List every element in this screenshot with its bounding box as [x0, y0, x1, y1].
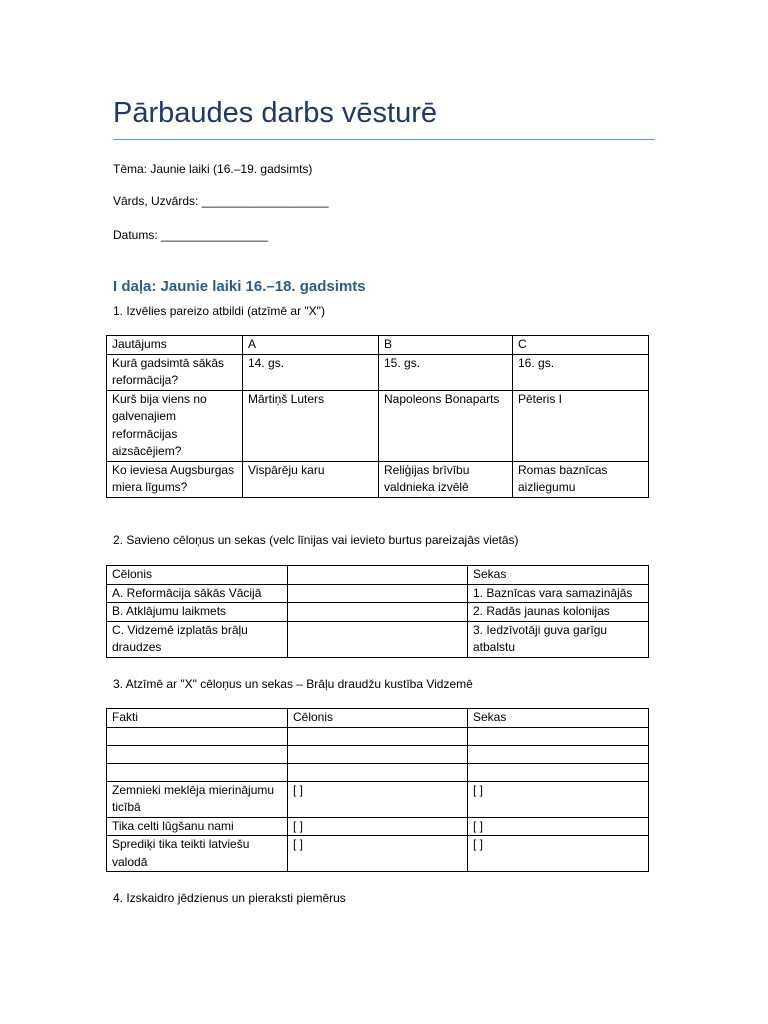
question-1-prompt: 1. Izvēlies pareizo atbildi (atzīmē ar "X"): [113, 304, 325, 318]
effect-cell: 1. Baznīcas vara samazinājās: [468, 584, 649, 603]
cause-checkbox-cell[interactable]: [ ]: [288, 781, 468, 817]
effect-cell: 3. Iedzīvotāji guva garīgu atbalstu: [468, 621, 649, 657]
match-cell[interactable]: [288, 584, 468, 603]
question-cell: Kurš bija viens no galvenajiem reformācijas aizsācējiem?: [107, 390, 243, 461]
effect-checkbox-cell[interactable]: [ ]: [468, 781, 649, 817]
match-cell[interactable]: [288, 603, 468, 622]
table-row: [107, 836, 649, 872]
answer-cell[interactable]: Romas baznīcas aizliegumu: [513, 461, 649, 497]
effect-checkbox-cell[interactable]: [468, 727, 649, 745]
fact-cell[interactable]: [107, 727, 288, 745]
question-cell: Kurā gadsimtā sākās reformācija?: [107, 354, 243, 390]
question-3-prompt: 3. Atzīmē ar "X" cēloņus un sekas – Brāļu draudžu kustība Vidzemē: [113, 677, 473, 691]
cause-cell: A. Reformācija sākās Vācijā: [107, 584, 288, 603]
header-cell: C: [513, 336, 649, 355]
answer-cell[interactable]: Napoleons Bonaparts: [379, 390, 513, 461]
header-cell: Fakti: [107, 709, 288, 728]
cause-cell: B. Atklājumu laikmets: [107, 603, 288, 622]
answer-cell[interactable]: Pēteris I: [513, 390, 649, 461]
table-row: [107, 763, 649, 781]
answer-cell[interactable]: Vispārēju karu: [243, 461, 379, 497]
cause-checkbox-cell[interactable]: [288, 727, 468, 745]
question-4-prompt: 4. Izskaidro jēdzienus un pieraksti piemērus: [113, 891, 346, 905]
title-underline: [113, 139, 655, 140]
cause-checkbox-cell[interactable]: [ ]: [288, 817, 468, 836]
table-header-row: [107, 709, 649, 728]
question-2-prompt: 2. Savieno cēloņus un sekas (velc līnijas vai ievieto burtus pareizajās vietās): [113, 533, 519, 547]
header-cell: [288, 566, 468, 585]
table-header-row: [107, 566, 649, 585]
effect-checkbox-cell[interactable]: [ ]: [468, 836, 649, 872]
header-cell: Cēlonis: [288, 709, 468, 728]
header-cell: A: [243, 336, 379, 355]
effect-checkbox-cell[interactable]: [ ]: [468, 817, 649, 836]
header-cell: Sekas: [468, 709, 649, 728]
table-row: [107, 390, 649, 461]
table-row: [107, 603, 649, 622]
answer-cell[interactable]: Mārtiņš Luters: [243, 390, 379, 461]
question-cell: Ko ieviesa Augsburgas miera līgums?: [107, 461, 243, 497]
table-row: [107, 354, 649, 390]
match-cell[interactable]: [288, 621, 468, 657]
fact-cell[interactable]: [107, 745, 288, 763]
cause-checkbox-cell[interactable]: [ ]: [288, 836, 468, 872]
question-1-table: [106, 335, 649, 498]
answer-cell[interactable]: 15. gs.: [379, 354, 513, 390]
answer-cell[interactable]: 16. gs.: [513, 354, 649, 390]
table-row: [107, 461, 649, 497]
cause-cell: C. Vidzemē izplatās brāļu draudzes: [107, 621, 288, 657]
header-cell: Cēlonis: [107, 566, 288, 585]
table-row: [107, 745, 649, 763]
fact-cell[interactable]: [107, 763, 288, 781]
page-title: Pārbaudes darbs vēsturē: [113, 97, 438, 129]
table-row: [107, 727, 649, 745]
question-2-table: [106, 565, 649, 658]
name-field-line: Vārds, Uzvārds: ___________________: [113, 194, 329, 208]
cause-checkbox-cell[interactable]: [288, 763, 468, 781]
section-heading: I daļa: Jaunie laiki 16.–18. gadsimts: [113, 278, 366, 295]
table-row: [107, 584, 649, 603]
topic-line: Tēma: Jaunie laiki (16.–19. gadsimts): [113, 162, 313, 176]
question-3-table: [106, 708, 649, 872]
header-cell: B: [379, 336, 513, 355]
header-cell: Sekas: [468, 566, 649, 585]
effect-checkbox-cell[interactable]: [468, 763, 649, 781]
header-cell: Jautājums: [107, 336, 243, 355]
table-row: [107, 621, 649, 657]
effect-cell: 2. Radās jaunas kolonijas: [468, 603, 649, 622]
table-header-row: [107, 336, 649, 355]
answer-cell[interactable]: 14. gs.: [243, 354, 379, 390]
fact-cell: Tika celti lūgšanu nami: [107, 817, 288, 836]
table-row: [107, 781, 649, 817]
cause-checkbox-cell[interactable]: [288, 745, 468, 763]
answer-cell[interactable]: Reliģijas brīvību valdnieka izvēlē: [379, 461, 513, 497]
effect-checkbox-cell[interactable]: [468, 745, 649, 763]
fact-cell: Sprediķi tika teikti latviešu valodā: [107, 836, 288, 872]
date-field-line: Datums: ________________: [113, 228, 268, 242]
fact-cell: Zemnieki meklēja mierinājumu ticībā: [107, 781, 288, 817]
table-row: [107, 817, 649, 836]
